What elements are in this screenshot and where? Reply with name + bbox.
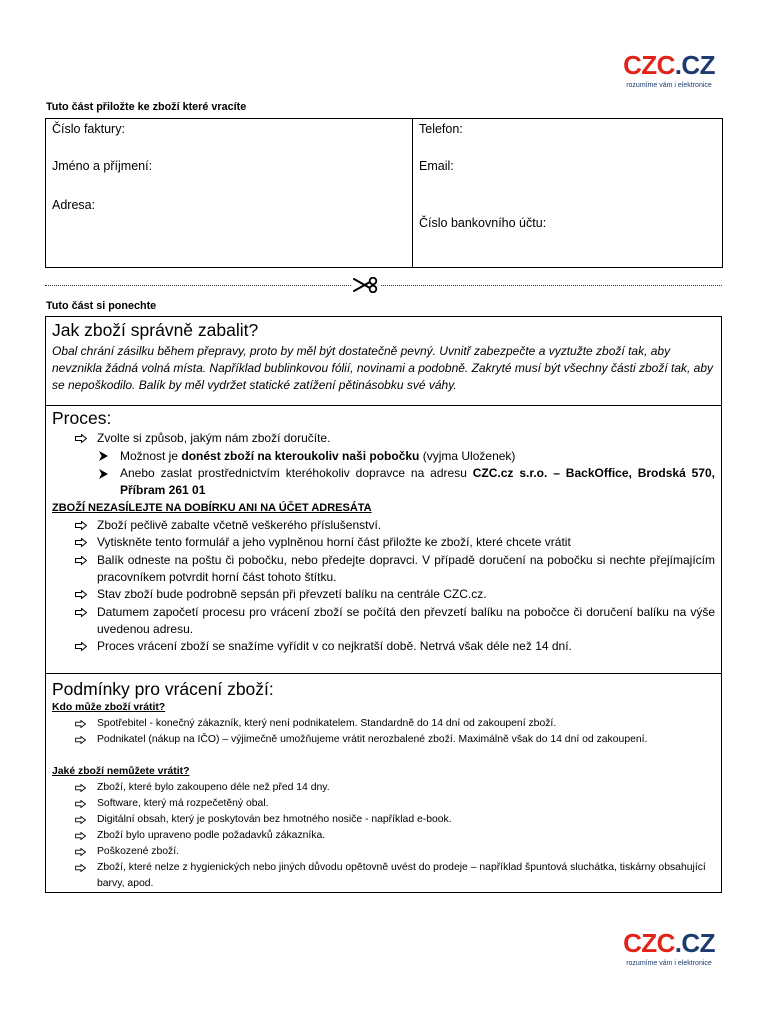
conditions-section: [46, 673, 721, 892]
list-item: [52, 828, 715, 844]
cut-line-left: [45, 285, 351, 286]
logo-wordmark: [620, 928, 718, 958]
list-item: [52, 586, 715, 603]
process-list: [52, 430, 715, 655]
white-right-arrow-icon: [75, 608, 87, 617]
white-right-arrow-icon: [75, 720, 86, 728]
no-cod-warning: ZBOŽÍ NEZASÍLEJTE NA DOBÍRKU ANI NA ÚČET ADRESÁTA: [52, 501, 372, 514]
keep-box: [45, 316, 722, 893]
list-item-text: Vytiskněte tento formulář a jeho vyplněnou horní část přiložte ke zboží, které chcete vrátit: [97, 535, 571, 550]
packing-title: Jak zboží správně zabalit?: [52, 320, 259, 340]
packing-text: Obal chrání zásilku během přepravy, proto by měl být dostatečně pevný. Uvnitř zabezpečte a vyztužte zboží tak, aby nevznikla žádná volná místa. Například bublinkovou fólií, novinami a podobně. Zakryté musí být všechny části zboží tak, aby se nepoškodilo. Balík by měl vydržet statické zatížení pětinásobku své váhy.: [52, 344, 714, 392]
logo-part-red: CZC: [623, 50, 675, 80]
arrowhead-icon: [99, 451, 108, 461]
list-item: [52, 844, 715, 860]
list-item: [52, 552, 715, 587]
white-right-arrow-icon: [75, 538, 87, 547]
list-item: [52, 534, 715, 551]
white-right-arrow-icon: [75, 848, 86, 856]
list-item: [52, 860, 715, 892]
arrowhead-icon: [99, 469, 108, 479]
list-item: [52, 812, 715, 828]
list-item: [52, 517, 715, 534]
white-right-arrow-icon: [75, 736, 86, 744]
process-title: Proces:: [52, 408, 112, 428]
list-subitem-text: (vyjma Uloženek): [419, 448, 516, 463]
list-item-text: Zboží, které bylo zakoupeno déle než před 14 dny.: [97, 782, 330, 793]
logo-part-blue: .CZ: [674, 50, 715, 80]
list-item-text: Software, který má rozpečetěný obal.: [97, 798, 269, 809]
address-field: Adresa:: [52, 198, 96, 212]
czc-logo-bottom: [620, 928, 718, 968]
czc-logo-top: [620, 50, 718, 90]
white-right-arrow-icon: [75, 556, 87, 565]
list-item-text: Datumem započetí procesu pro vrácení zboží se počítá den převzetí balíku na pobočce či doručení balíku na výše uvedenou adresu.: [97, 604, 715, 636]
invoice-number-field: Číslo faktury:: [52, 122, 125, 136]
form-divider: [412, 119, 413, 267]
list-subitem-bold: donést zboží na kteroukoliv naši pobočku: [181, 448, 420, 463]
white-right-arrow-icon: [75, 590, 87, 599]
bank-account-field: Číslo bankovního účtu:: [419, 216, 547, 230]
phone-field: Telefon:: [419, 122, 463, 136]
white-right-arrow-icon: [75, 864, 86, 872]
list-item: [52, 732, 715, 748]
list-item: [52, 796, 715, 812]
list-item-text: Poškozené zboží.: [97, 846, 180, 857]
list-subitem-text: Možnost je: [120, 448, 182, 463]
logo-tagline: rozumíme vám i elektronice: [626, 960, 712, 967]
return-form: [45, 118, 723, 268]
list-subitem-bold: CZC.cz s.r.o. – BackOffice, Brodská 570, Příbram 261 01: [120, 465, 715, 498]
list-subitem-text: Anebo zaslat prostřednictvím kteréhokoliv dopravce na adresu: [120, 465, 473, 480]
list-item-text: Zboží, které nelze z hygienických nebo jiných důvodu opětovně uvést do prodeje – například špuntová sluchátka, tiskárny obsahující barvy, apod.: [97, 862, 706, 889]
who-can-return-heading: Kdo může zboží vrátit?: [52, 702, 166, 713]
conditions-title: Podmínky pro vrácení zboží:: [52, 679, 274, 699]
logo-tagline: rozumíme vám i elektronice: [626, 82, 712, 89]
list-item: [52, 430, 715, 447]
list-item-text: Zboží pečlivě zabalte včetně veškerého příslušenství.: [97, 517, 382, 532]
cannot-return-heading: Jaké zboží nemůžete vrátit?: [52, 766, 190, 777]
list-item-text: Podnikatel (nákup na IČO) – výjimečně umožňujeme vrátit nerozbalené zboží. Maximálně však do 14 dní od zakoupení.: [97, 734, 648, 745]
list-item: [52, 716, 715, 732]
list-item-text: Zboží bylo upraveno podle požadavků zákazníka.: [97, 830, 326, 841]
list-item-text: Stav zboží bude podrobně sepsán při převzetí balíku na centrále CZC.cz.: [97, 587, 487, 602]
email-field: Email:: [419, 159, 454, 173]
white-right-arrow-icon: [75, 832, 86, 840]
logo-part-red: CZC: [623, 928, 675, 958]
scissors-icon: [353, 277, 379, 293]
return-part-heading: Tuto část přiložte ke zboží které vracíte: [46, 101, 247, 113]
cut-line-right: [381, 285, 722, 286]
list-item-text: Spotřebitel - konečný zákazník, který není podnikatelem. Standardně do 14 dní od zakoupení zboží.: [97, 718, 557, 729]
white-right-arrow-icon: [75, 800, 86, 808]
list-item: [52, 638, 715, 655]
white-right-arrow-icon: [75, 521, 87, 530]
list-item-text: Zvolte si způsob, jakým nám zboží doručíte.: [97, 431, 331, 446]
list-item-text: Balík odneste na poštu či pobočku, nebo předejte dopravci. V případě doručení na pobočku si nechte přejímajícím pracovníkem potvrdit horní část tohoto štítku.: [97, 552, 715, 584]
list-item-text: Proces vrácení zboží se snažíme vyřídit v co nejkratší době. Netrvá však déle než 14 dní.: [97, 639, 572, 654]
list-subitem: [52, 448, 715, 465]
logo-part-blue: .CZ: [674, 928, 715, 958]
list-item-text: Digitální obsah, který je poskytován bez hmotného nosiče - například e-book.: [97, 814, 452, 825]
white-right-arrow-icon: [75, 434, 87, 443]
logo-wordmark: [620, 50, 718, 80]
packing-section: [46, 317, 721, 405]
list-item: [52, 780, 715, 796]
white-right-arrow-icon: [75, 642, 87, 651]
white-right-arrow-icon: [75, 784, 86, 792]
white-right-arrow-icon: [75, 816, 86, 824]
process-section: [46, 405, 721, 673]
full-name-field: Jméno a příjmení:: [52, 159, 153, 173]
list-item: [52, 604, 715, 639]
keep-part-heading: Tuto část si ponechte: [46, 300, 157, 312]
list-subitem: [52, 465, 715, 500]
